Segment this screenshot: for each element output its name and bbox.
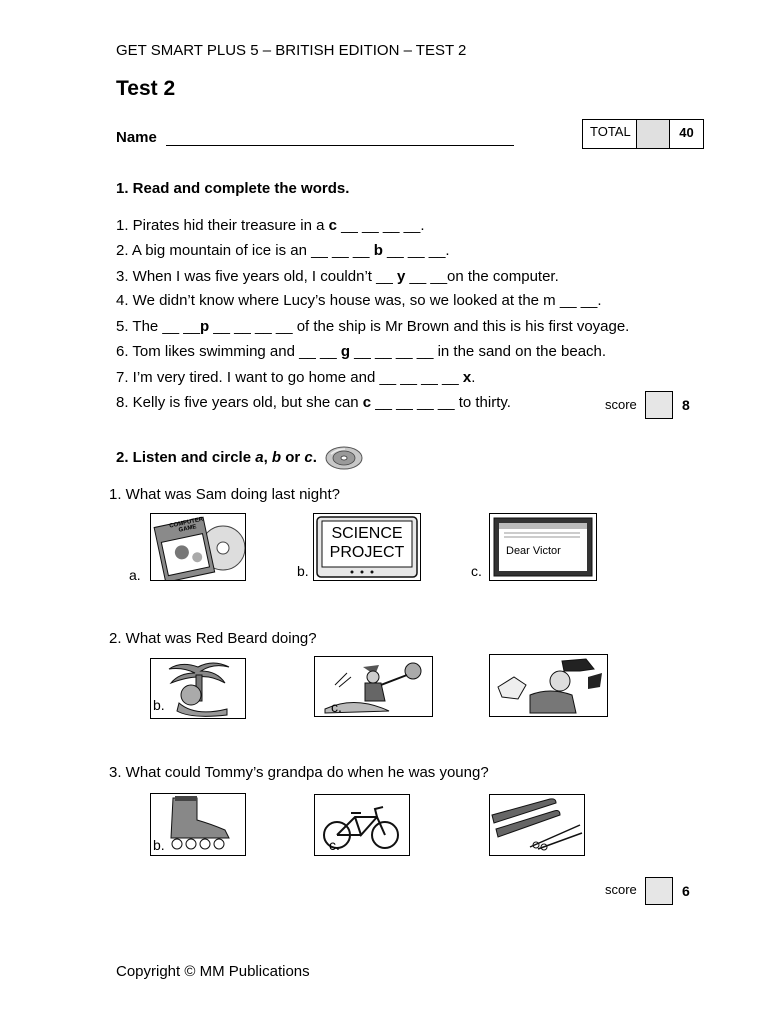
roller-skate-picture[interactable] [150,793,246,856]
section1-score-field[interactable] [645,391,673,419]
section2-question-1: 1. What was Sam doing last night? [109,486,340,503]
option-b-label[interactable]: b. [153,837,165,853]
sign-text [322,524,412,562]
section1-question-4: 4. We didn’t know where Lucy’s house was, so we looked at the m __ __. [116,292,602,309]
section2-score-value: 6 [682,883,690,899]
section2-title: 2. Listen and circle a, b or c. [116,449,317,466]
pirate-under-palm-picture[interactable] [150,658,246,719]
option-c-label[interactable]: c. [329,837,340,853]
option-c-label[interactable]: c. [331,699,342,715]
page-header: GET SMART PLUS 5 – BRITISH EDITION – TEST 2 [116,42,467,59]
total-value: 40 [679,125,694,140]
section1-question-2: 2. A big mountain of ice is an __ __ __ b __ __ __. [116,242,450,259]
section1-question-7: 7. I’m very tired. I want to go home and __ __ __ __ x. [116,369,476,386]
skis-picture[interactable] [489,794,585,856]
name-label: Name [116,129,157,146]
option-c-label[interactable]: c. [471,563,482,579]
section2-question-2: 2. What was Red Beard doing? [109,630,317,647]
cd-icon [325,444,363,470]
total-score-box [582,119,704,149]
section2-question-3: 3. What could Tommy’s grandpa do when he was young? [109,764,489,781]
pirate-with-map-picture[interactable] [489,654,608,717]
section1-question-5: 5. The __ __p __ __ __ __ of the ship is Mr Brown and this is his first voyage. [116,318,630,335]
pirate-digging-picture[interactable] [314,656,433,717]
section1-question-3: 3. When I was five years old, I couldn’t __ y __ __on the computer. [116,268,559,285]
section1-score-value: 8 [682,397,690,413]
sign-line-1: SCIENCE [331,525,403,542]
total-label: TOTAL [583,120,637,148]
computer-game-picture[interactable] [150,513,246,581]
section2-score-label: score [605,882,637,897]
option-b-label[interactable]: b. [153,697,165,713]
screen-text: Dear Victor [506,545,561,557]
sign-line-2: PROJECT [329,544,405,561]
bicycle-picture[interactable] [314,794,410,856]
section1-score-label: score [605,397,637,412]
section1-question-8: 8. Kelly is five years old, but she can c __ __ __ __ to thirty. [116,394,511,411]
section2-score-field[interactable] [645,877,673,905]
option-b-label[interactable]: b. [297,563,309,579]
game-box-label: COMPUTER GAME [168,516,204,534]
name-field[interactable] [166,145,514,146]
science-project-picture[interactable] [313,513,421,581]
option-a-label[interactable]: a. [129,567,141,583]
total-score-field[interactable] [637,120,670,148]
email-screen-picture[interactable] [489,513,597,581]
section1-title: 1. Read and complete the words. [116,180,350,197]
section1-question-1: 1. Pirates hid their treasure in a c __ __ __ __. [116,217,425,234]
page-title: Test 2 [116,77,176,100]
copyright-notice: Copyright © MM Publications [116,963,310,980]
section1-question-6: 6. Tom likes swimming and __ __ g __ __ __ __ in the sand on the beach. [116,343,607,360]
